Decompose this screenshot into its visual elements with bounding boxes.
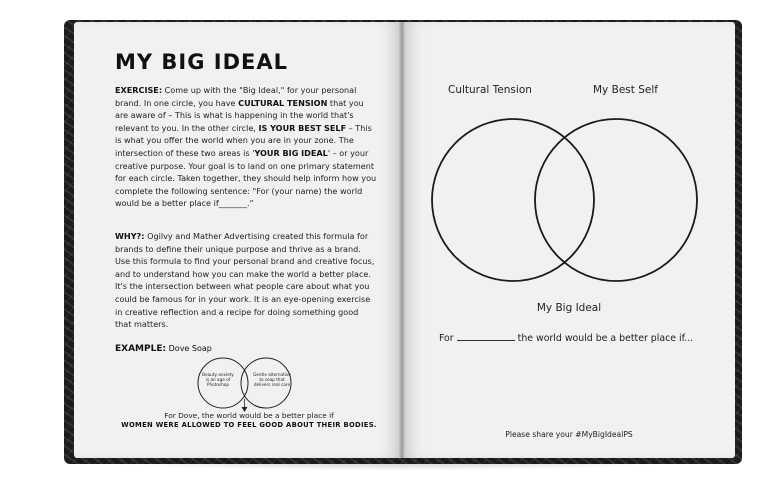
sentence-end: the world would be a better place if... (517, 333, 694, 344)
exercise-text-3: – This is what you offer the world when you are in your zone. The intersection of these two areas is ' (115, 122, 372, 158)
dove-right-text-2: to soap that (259, 377, 285, 382)
example-label: EXAMPLE: (115, 344, 167, 354)
cultural-tension-circle (432, 119, 594, 281)
dove-caption: For Dove, the world would be a better place if (164, 411, 334, 420)
best-self-circle (535, 119, 697, 281)
best-self-emphasis: IS YOUR BEST SELF (258, 122, 347, 133)
example-value: Dove Soap (166, 344, 212, 353)
completion-sentence (439, 332, 693, 344)
dove-example-venn-diagram (190, 355, 302, 413)
page-title: MY BIG IDEAL (115, 50, 289, 74)
dove-caption-bold: WOMEN WERE ALLOWED TO FEEL GOOD ABOUT THEIR BODIES. (121, 421, 377, 429)
share-hashtag: Please share your #MyBigIdealPS (505, 430, 633, 439)
book-spine-gutter (399, 22, 405, 458)
sentence-start: For (439, 333, 454, 344)
why-label: WHY?: (115, 231, 145, 241)
best-self-label: My Best Self (593, 84, 658, 96)
dove-right-text-1: Gentle alternative (253, 372, 291, 377)
why-paragraph (115, 230, 377, 331)
exercise-text-4: ' – or your creative purpose. Your goal is to land on one primary statement for each circle. Taken together, they should help inform how you complete the following sentence: "For (your name) the world would be a better place if_______." (115, 147, 377, 209)
dove-left-text-1: Beauty anxiety (202, 372, 234, 377)
why-text: Ogilvy and Mather Advertising created this formula for brands to define their unique purpose and thrive as a brand. Use this formula to find your personal brand and creative focus, and to understand how you can make the world a better place. It's the intersection between what people care about what you could be famous for in your work. It is an eye-opening exercise in creative reflection and a recipe for doing something good that matters. (115, 231, 375, 330)
dove-left-text-2: is an age of (205, 377, 231, 382)
big-ideal-emphasis: YOUR BIG IDEAL (254, 147, 328, 158)
big-ideal-venn-diagram (425, 110, 715, 290)
exercise-paragraph (115, 84, 377, 210)
dove-left-text-3: Photoshop (206, 382, 230, 387)
big-ideal-label: My Big Ideal (536, 302, 602, 314)
example-heading (115, 344, 212, 354)
exercise-text-2: that you are aware of – This is what is happening in the world that's relevant to you. In the other circle, (115, 97, 364, 133)
dove-right-text-3: delivers real care (253, 382, 291, 387)
name-blank-line (457, 332, 515, 341)
exercise-label: EXERCISE: (115, 85, 163, 95)
cultural-tension-emphasis: CULTURAL TENSION (238, 97, 328, 108)
exercise-text-1: Come up with the "Big Ideal," for your personal brand. In one circle, you have (115, 85, 357, 108)
cultural-tension-label: Cultural Tension (448, 84, 532, 96)
